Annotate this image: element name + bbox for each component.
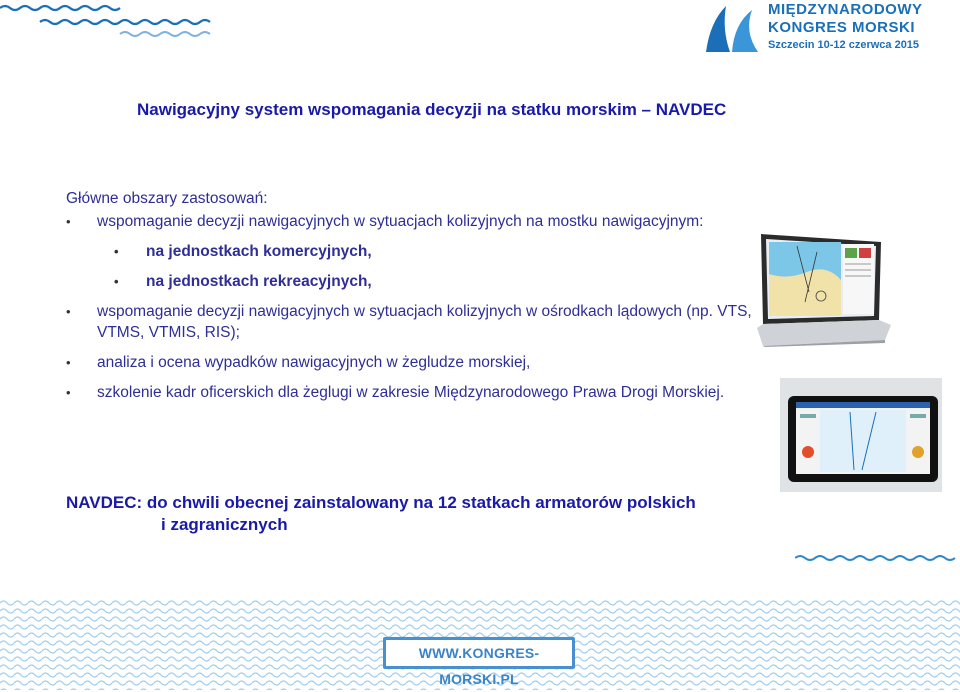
logo-text-line2: KONGRES MORSKI (768, 19, 916, 36)
bullet-item: • wspomaganie decyzji nawigacyjnych w sytuacjach kolizyjnych na mostku nawigacyjnym: (66, 211, 756, 232)
logo-text-dates: Szczecin 10-12 czerwca 2015 (768, 39, 920, 51)
intro-text: Główne obszary zastosowań: (66, 190, 268, 207)
decorative-wave-right (795, 548, 960, 568)
navdec-line2: i zagranicznych (161, 515, 288, 534)
slide-title: Nawigacyjny system wspomagania decyzji na statku morskim – NAVDEC (137, 100, 727, 119)
logo-text-line1: MIĘDZYNARODOWY (768, 1, 923, 18)
congress-logo (700, 0, 955, 58)
sub-bullet-item: • na jednostkach komercyjnych, (66, 241, 756, 262)
website-url[interactable]: WWW.KONGRES-MORSKI.PL (383, 637, 575, 669)
laptop-image (757, 232, 892, 347)
navdec-summary (66, 492, 786, 536)
bullet-item: • szkolenie kadr oficerskich dla żeglugi w zakresie Międzynarodowego Prawa Drogi Morskiej. (66, 382, 756, 403)
tablet-image (780, 378, 942, 492)
bullet-item: • analiza i ocena wypadków nawigacyjnych w żegludze morskiej, (66, 352, 756, 373)
sail-logo-icon (700, 2, 762, 56)
bullet-item: • wspomaganie decyzji nawigacyjnych w sytuacjach kolizyjnych w ośrodkach lądowych (np. VTS, VTMS, VTMIS, RIS); (66, 301, 756, 343)
slide-content (66, 188, 756, 403)
sub-bullet-item: • na jednostkach rekreacyjnych, (66, 271, 756, 292)
decorative-wave-top (0, 0, 230, 40)
navdec-line1: NAVDEC: do chwili obecnej zainstalowany na 12 statkach armatorów polskich (66, 493, 696, 512)
